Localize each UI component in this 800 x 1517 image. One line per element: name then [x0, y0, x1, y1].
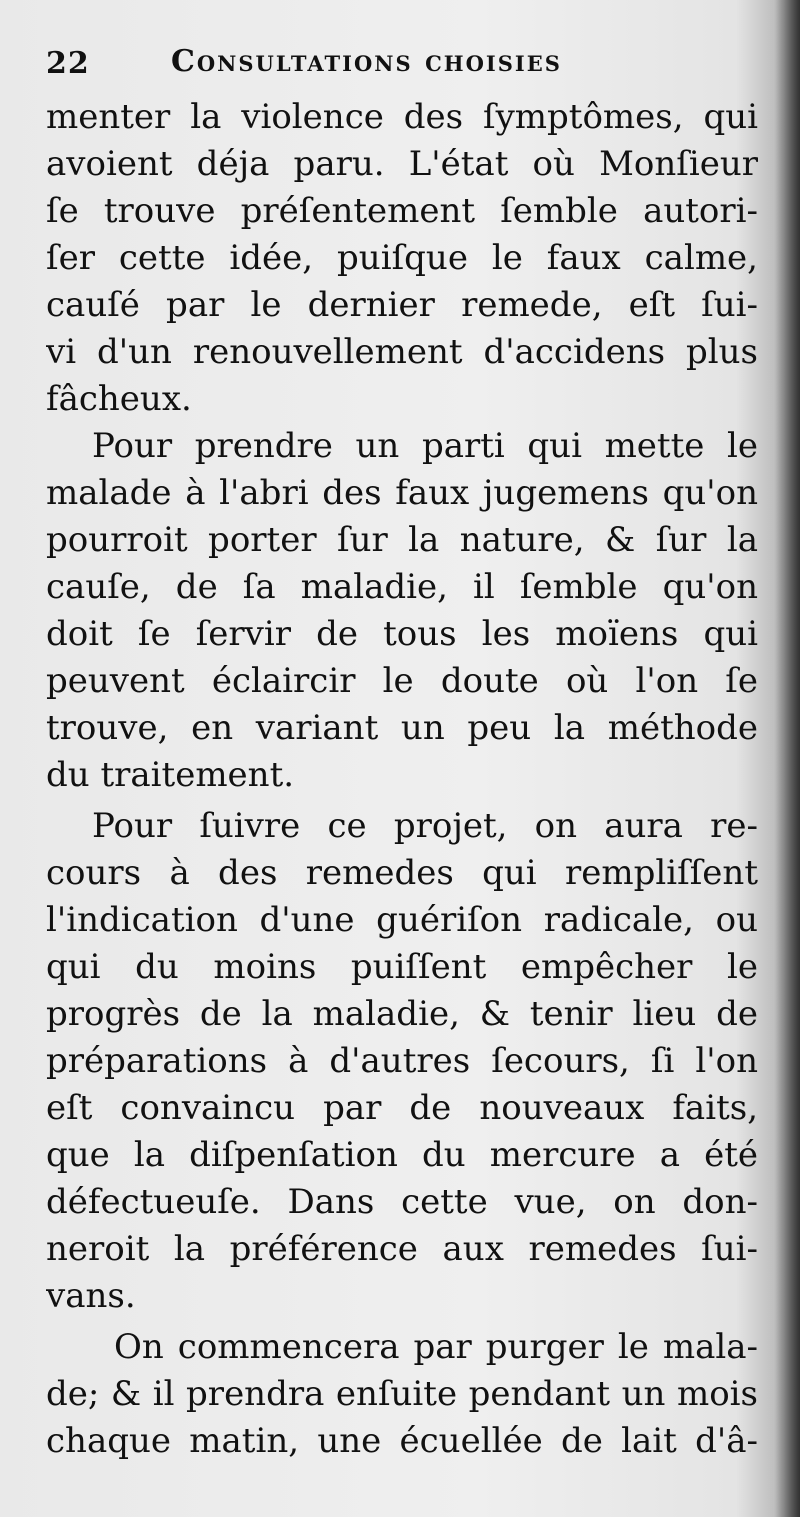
- text-line: pourroit porter ſur la nature, & ſur la: [46, 520, 758, 560]
- paragraph-3: [46, 803, 758, 1320]
- text-line: avoient déja paru. L'état où Monſieur: [46, 144, 758, 184]
- text-line: que la diſpenſation du mercure a été: [46, 1135, 758, 1175]
- text-line: l'indication d'une guériſon radicale, ou: [46, 900, 758, 940]
- text-line: progrès de la maladie, & tenir lieu de: [46, 994, 758, 1034]
- text-line: de; & il prendra enſuite pendant un mois: [46, 1374, 758, 1414]
- running-head-title: Consultations choisies: [171, 44, 562, 79]
- page-content: [46, 40, 758, 1465]
- text-line: cauſé par le dernier remede, eſt ſui-: [46, 285, 758, 325]
- text-line: cauſe, de ſa maladie, il ſemble qu'on: [46, 567, 758, 607]
- paragraph-2: [46, 423, 758, 799]
- text-line: Pour prendre un parti qui mette le: [92, 426, 758, 466]
- text-line: qui du moins puiſſent empêcher le: [46, 947, 758, 987]
- text-line: cours à des remedes qui rempliſſent: [46, 853, 758, 893]
- running-head: [46, 40, 758, 94]
- text-line: peuvent éclaircir le doute où l'on ſe: [46, 661, 758, 701]
- text-line: du traitement.: [46, 755, 295, 795]
- page-number: 22: [46, 46, 90, 81]
- text-line: vi d'un renouvellement d'accidens plus: [46, 332, 758, 372]
- text-line: chaque matin, une écuellée de lait d'â-: [46, 1421, 758, 1461]
- text-line: ſe trouve préſentement ſemble autori-: [46, 191, 758, 231]
- text-line: ſer cette idée, puiſque le faux calme,: [46, 238, 758, 278]
- page-edge-shadow: [774, 0, 800, 1517]
- text-line: doit ſe ſervir de tous les moïens qui: [46, 614, 758, 654]
- text-line: malade à l'abri des faux jugemens qu'on: [46, 473, 758, 513]
- text-line: On commencera par purger le mala-: [114, 1327, 758, 1367]
- paragraph-4: [46, 1324, 758, 1465]
- text-line: préparations à d'autres ſecours, ſi l'on: [46, 1041, 758, 1081]
- text-line: eſt convaincu par de nouveaux faits,: [46, 1088, 758, 1128]
- text-line: vans.: [46, 1276, 136, 1316]
- text-line: défectueuſe. Dans cette vue, on don-: [46, 1182, 758, 1222]
- text-line: menter la violence des ſymptômes, qui: [46, 97, 758, 137]
- text-line: fâcheux.: [46, 379, 192, 419]
- paragraph-1: [46, 94, 758, 423]
- text-line: Pour ſuivre ce projet, on aura re-: [92, 806, 758, 846]
- text-line: trouve, en variant un peu la méthode: [46, 708, 758, 748]
- text-line: neroit la préférence aux remedes ſui-: [46, 1229, 758, 1269]
